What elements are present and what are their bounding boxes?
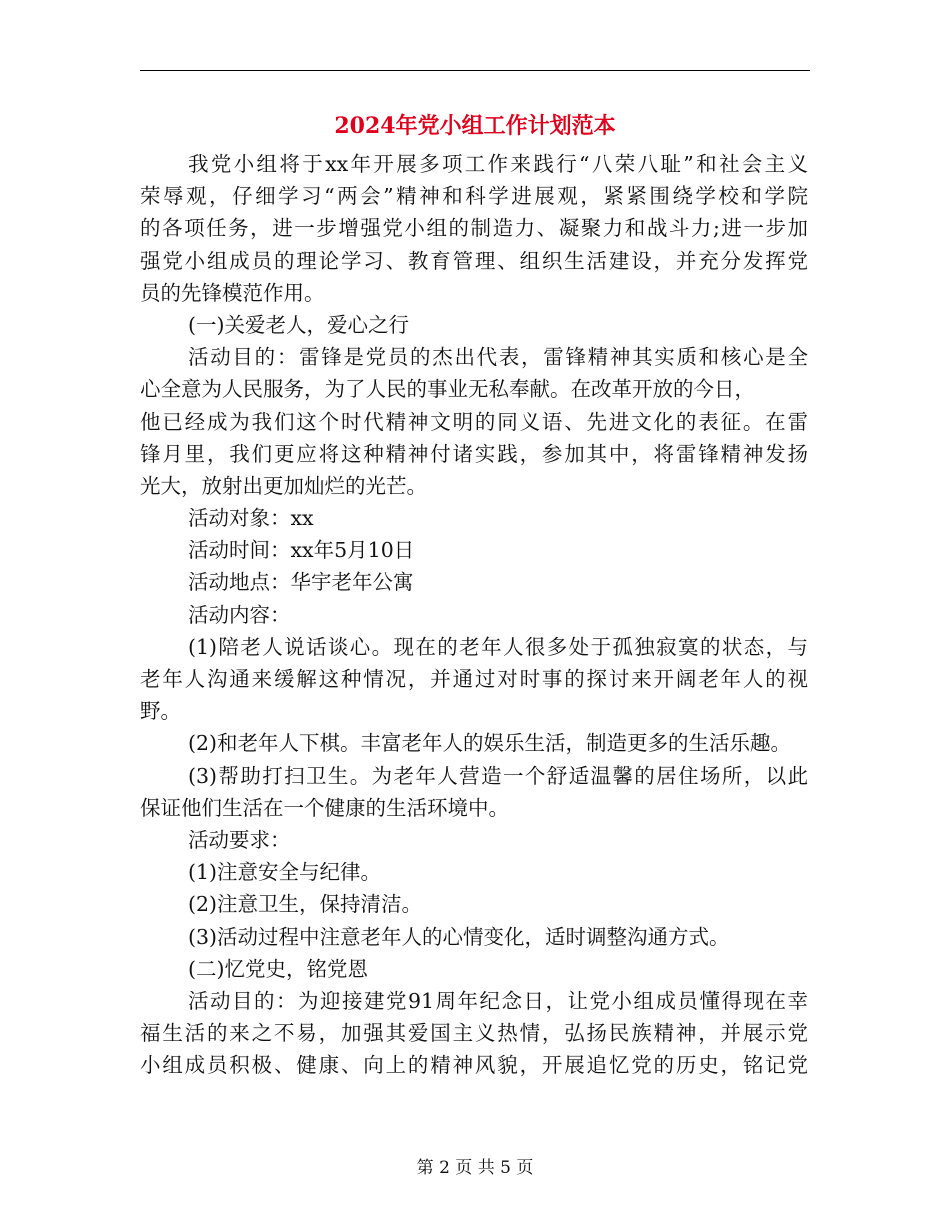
text-line: 心全意为人民服务，为了人民的事业无私奉献。在改革开放的今日， xyxy=(140,377,755,402)
text-line: 野。 xyxy=(140,699,181,724)
document-body xyxy=(140,148,808,1081)
document-title: 2024年党小组工作计划范本 xyxy=(334,113,616,139)
text-line: 活动时间：xx年5月10日 xyxy=(188,538,415,563)
text-line: 活动对象：xx xyxy=(188,506,314,531)
text-line: 的各项任务，进一步增强党小组的制造力、凝聚力和战斗力;进一步加 xyxy=(140,216,808,241)
text-line: 保证他们生活在一个健康的生活环境中。 xyxy=(140,795,509,820)
text-line: 锋月里，我们更应将这种精神付诸实践，参加其中，将雷锋精神发扬 xyxy=(140,441,808,466)
text-line: (3)帮助打扫卫生。为老年人营造一个舒适温馨的居住场所，以此 xyxy=(188,763,808,788)
text-line: 活动内容： xyxy=(188,602,291,627)
text-line: 强党小组成员的理论学习、教育管理、组织生活建设，并充分发挥党 xyxy=(140,248,808,273)
text-line: 我党小组将于xx年开展多项工作来践行“八荣八耻”和社会主义 xyxy=(188,152,808,176)
text-line: (2)注意卫生，保持清洁。 xyxy=(188,892,423,917)
text-line: 活动要求： xyxy=(188,827,291,852)
text-line: 活动目的：为迎接建党91周年纪念日，让党小组成员懂得现在幸 xyxy=(188,988,808,1013)
section-heading: (二)忆党史，铭党恩 xyxy=(188,956,368,981)
text-line: 员的先锋模范作用。 xyxy=(140,280,325,305)
page-number: 第 2 页 共 5 页 xyxy=(416,1158,534,1178)
text-line: (3)活动过程中注意老年人的心情变化，适时调整沟通方式。 xyxy=(188,924,730,949)
text-line: 小组成员积极、健康、向上的精神风貌，开展追忆党的历史，铭记党 xyxy=(140,1053,808,1078)
text-line: (1)陪老人说话谈心。现在的老年人很多处于孤独寂寞的状态，与 xyxy=(188,634,808,659)
text-line: (1)注意安全与纪律。 xyxy=(188,860,382,885)
text-line: 光大，放射出更加灿烂的光芒。 xyxy=(140,473,427,498)
header-rule xyxy=(140,70,810,71)
text-line: 荣辱观，仔细学习“两会”精神和科学进展观，紧紧围绕学校和学院 xyxy=(140,184,808,209)
text-line: 老年人沟通来缓解这种情况，并通过对时事的探讨来开阔老年人的视 xyxy=(140,667,808,691)
text-line: (2)和老年人下棋。丰富老年人的娱乐生活，制造更多的生活乐趣。 xyxy=(188,731,792,756)
text-line: 活动地点：华宇老年公寓 xyxy=(188,570,414,595)
section-heading: (一)关爱老人，爱心之行 xyxy=(188,312,409,337)
text-line: 活动目的：雷锋是党员的杰出代表，雷锋精神其实质和核心是全 xyxy=(188,345,808,370)
text-line: 福生活的来之不易，加强其爱国主义热情，弘扬民族精神，并展示党 xyxy=(140,1021,808,1046)
text-line: 他已经成为我们这个时代精神文明的同义语、先进文化的表征。在雷 xyxy=(140,409,808,434)
